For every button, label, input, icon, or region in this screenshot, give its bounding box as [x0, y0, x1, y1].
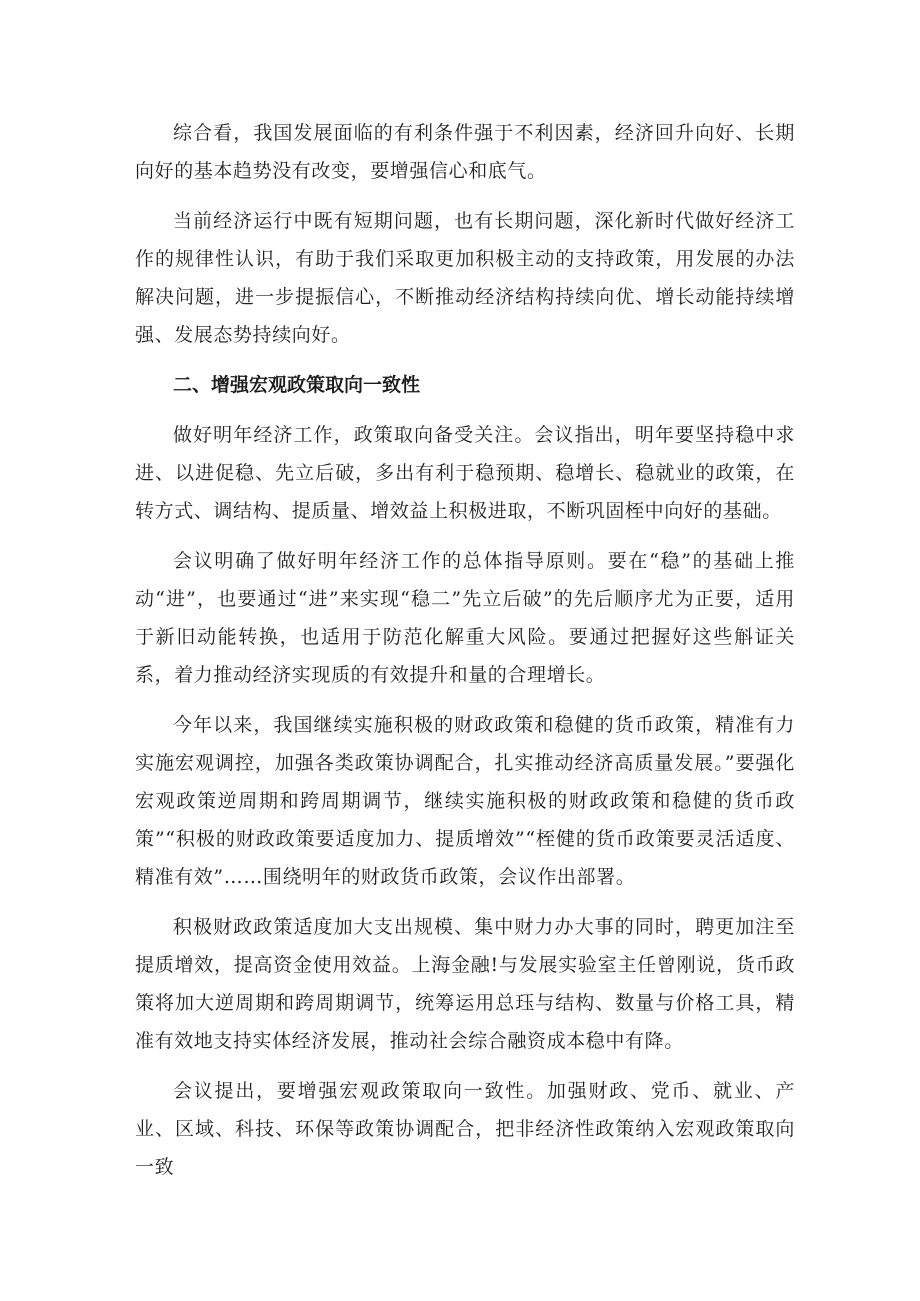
- section-heading: 二、增强宏观政策取向一致性: [173, 374, 421, 396]
- paragraph-6: 积极财政政策适度加大支出规模、集中财力办大事的同时，聘更加注至提质增效，提高资金使用效益。上海金融!与发展实验室主任曾刚说，货币政策将加大逆周期和跨周期调节，统筹运用总珏与结构、数量与价格工具，精准有效地支持实体经济发展，推动社会综合融资成本稳中有降。: [135, 916, 795, 1052]
- paragraph-5: 今年以来，我国继续实施积极的财政政策和稳健的货币政策，精准有力实施宏观调控，加强各类政策协调配合，扎实推动经济高质量发展。”要强化宏观政策逆周期和跨周期调节，继续实施积极的财政政策和稳健的货币政策”“积极的财政政策要适度加力、提质增效”“桎健的货币政策要灵活适度、精准有效”……围绕明年的财政货币政策，会议作出部署。: [135, 714, 795, 888]
- document-body: [135, 114, 795, 1186]
- paragraph-3: 做好明年经济工作，政策取向备受关注。会议指出，明年要坚持稳中求进、以进促稳、先立后破，多出有利于稳预期、稳增长、稳就业的政策，在转方式、调结构、提质量、增效益上积极进取，不断巩固桎中向好的基础。: [135, 424, 795, 522]
- paragraph-1: 综合看，我国发展面临的有利条件强于不利因素，经济回升向好、长期向好的基本趋势没有改变，要增强信心和底气。: [135, 122, 795, 182]
- paragraph-7: 会议提出，要增强宏观政策取向一致性。加强财政、党币、就业、产业、区域、科技、环保等政策协调配合，把非经济性政策纳入宏观政策取向一致: [135, 1080, 795, 1178]
- paragraph-4: 会议明确了做好明年经济工作的总体指导原则。要在“稳”的基础上推动“进”，也要通过“进”来实现“稳二”先立后破”的先后顺序尤为正要，适用于新旧动能转换，也适用于防范化解重大风险。要通过把握好这些斛证关系，着力推动经济实现质的有效提升和量的合理增长。: [135, 550, 795, 686]
- paragraph-2: 当前经济运行中既有短期问题，也有长期问题，深化新时代做好经济工作的规律性认识，有助于我们采取更加积极主动的支持政策，用发展的办法解决问题，进一步提振信心，不断推动经济结构持续向优、增长动能持续增强、发展态势持续向好。: [135, 210, 795, 346]
